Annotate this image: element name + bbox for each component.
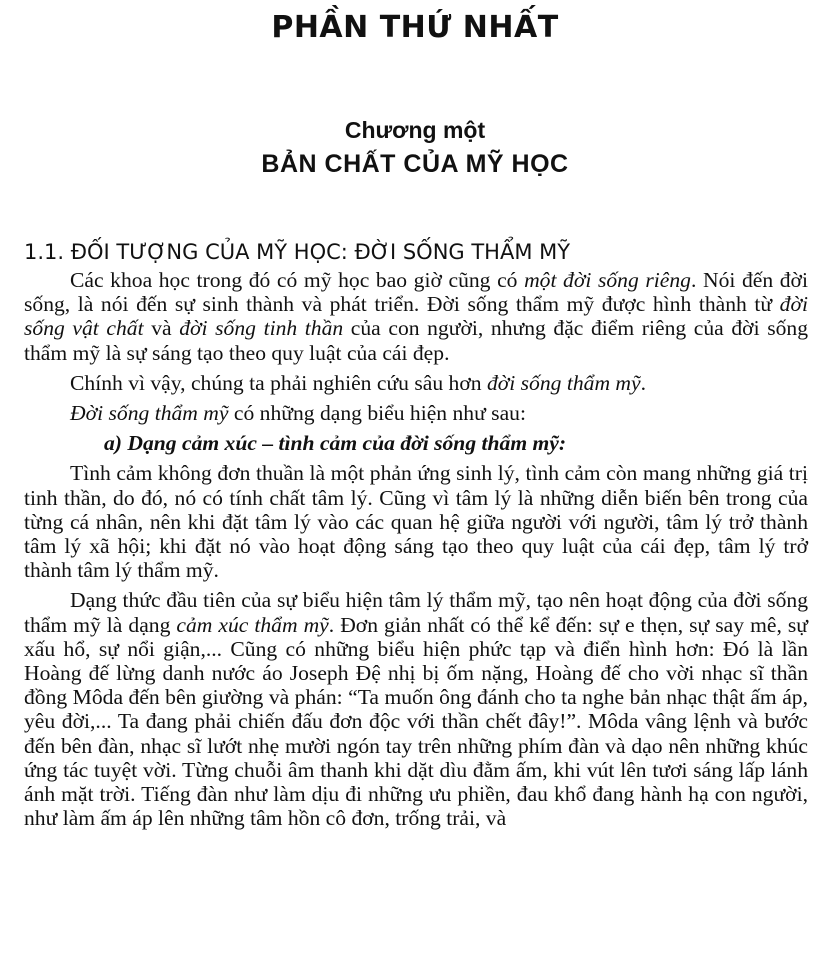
paragraph-1-text-3: và — [143, 316, 180, 341]
paragraph-2-text-1: Chính vì vậy, chúng ta phải nghiên cứu sâu hơn — [70, 370, 487, 395]
paragraph-5-italic-1: cảm xúc thẩm mỹ — [176, 612, 329, 637]
body-text — [24, 268, 808, 830]
paragraph-5-text-1: Dạng thức đầu tiên của sự biểu hiện tâm lý thẩm mỹ, tạo nên hoạt động của đời sống thẩm mỹ là dạng — [24, 588, 808, 637]
paragraph-1 — [24, 268, 808, 365]
section-heading: 1.1. ĐỐI TƯỢNG CỦA MỸ HỌC: ĐỜI SỐNG THẨM MỸ — [24, 240, 571, 264]
paragraph-3-text-1: có những dạng biểu hiện như sau: — [228, 401, 526, 426]
paragraph-3-italic-1: Đời sống thẩm mỹ — [70, 401, 229, 426]
subheading-emotional-form: a) Dạng cảm xúc – tình cảm của đời sống thẩm mỹ: — [104, 431, 567, 456]
paragraph-1-italic-2: đời sống vật chất — [24, 292, 808, 341]
paragraph-5-text-2: . Đơn giản nhất có thể kể đến: sự e thẹn, sự say mê, sự xấu hổ, sự nổi giận,... Cũng có những biểu hiện phức tạp và điển hình hơn: Đó là lần Hoàng đế lừng danh nước áo Joseph Đệ nhị bị ốm nặng, Hoàng đế cho vời nhạc sĩ thần đồng Môda đến bên giường và phán: “Ta muốn ông đánh cho ta nghe bản nhạc thật ấm áp, yêu đời,... Ta đang phải chiến đấu đơn độc với thần chết đây!”. Môda vâng lệnh và bước đến bên đàn, nhạc sĩ lướt nhẹ mười ngón tay trên những phím đàn và dạo nên những khúc ứng tác tuyệt vời. Từng chuỗi âm thanh khi dặt dìu đằm ấm, khi vút lên tươi sáng lấp lánh ánh mặt trời. Tiếng đàn như làm dịu đi những ưu phiền, đau khổ đang hành hạ con người, như làm ấm áp lên những tâm hồn cô đơn, trống trải, và — [24, 612, 808, 831]
chapter-title: BẢN CHẤT CỦA MỸ HỌC — [261, 150, 569, 178]
paragraph-2 — [24, 371, 808, 395]
paragraph-1-italic-3: đời sống tinh thần — [179, 316, 344, 341]
paragraph-2-italic-1: đời sống thẩm mỹ — [486, 370, 641, 395]
paragraph-2-text-2: . — [640, 370, 647, 395]
paragraph-1-text-4: của con người, nhưng đặc điểm riêng của đời sống thẩm mỹ là sự sáng tạo theo quy luật của cái đẹp. — [24, 316, 808, 365]
part-title: PHẦN THỨ NHẤT — [271, 10, 559, 45]
paragraph-5 — [24, 588, 808, 830]
chapter-label: Chương một — [344, 117, 486, 143]
paragraph-1-italic-1: một đời sống riêng — [524, 268, 691, 292]
paragraph-3 — [24, 401, 808, 425]
paragraph-1-text-2: . Nói đến đời sống, là nói đến sự sinh thành và phát triển. Đời sống thẩm mỹ được hình thành từ — [24, 268, 808, 317]
paragraph-1-text-1: Các khoa học trong đó có mỹ học bao giờ cũng có — [70, 268, 525, 292]
paragraph-4: Tình cảm không đơn thuần là một phản ứng sinh lý, tình cảm còn mang những giá trị tinh thần, do đó, nó có tính chất tâm lý. Cũng vì tâm lý là những diễn biến bên trong của từng cá nhân, nên khi đặt tâm lý vào các quan hệ giữa người với người, tâm lý trở thành tâm lý xã hội; khi đặt nó vào hoạt động sáng tạo theo quy luật của cái đẹp, tâm lý trở thành tâm lý thẩm mỹ. — [24, 461, 808, 583]
